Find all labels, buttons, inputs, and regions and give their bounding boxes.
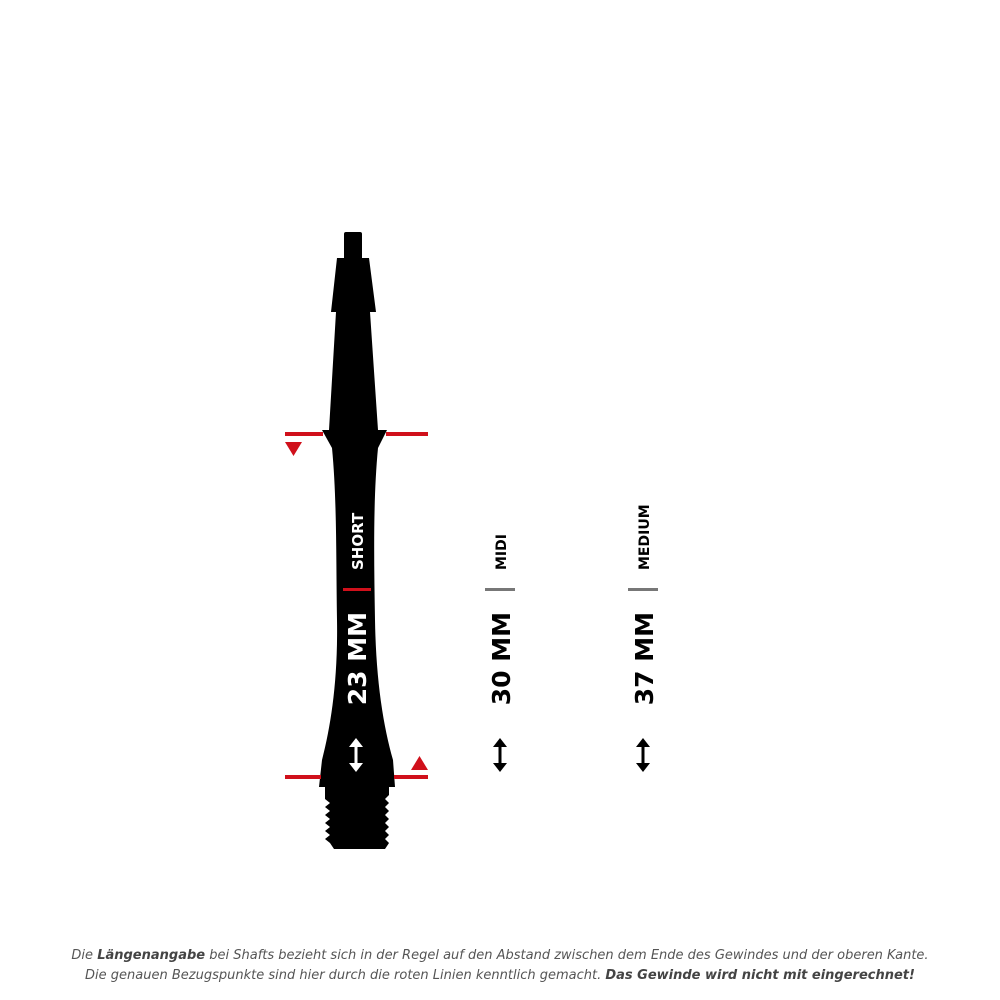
caption-line-2 (0, 966, 1000, 986)
midi-separator (485, 588, 515, 591)
bottom-reference-line-left (285, 775, 321, 779)
caption-line-1-end: bei Shafts bezieht sich in der Regel auf den Abstand zwischen dem Ende des Gewindes und der oberen Kante. (205, 948, 929, 963)
shaft-tip (344, 232, 362, 262)
bottom-reference-arrow-up-icon (411, 756, 428, 770)
shaft-body (319, 430, 395, 787)
top-reference-arrow-down-icon (285, 442, 302, 456)
shaft-midi-column (485, 534, 516, 772)
shaft-medium-column (628, 504, 659, 772)
shaft-thread (325, 787, 389, 849)
caption-line-1-start: Die (71, 948, 98, 963)
length-explanation-caption (0, 946, 1000, 986)
top-reference-line-right (386, 432, 428, 436)
medium-double-arrow-icon (636, 738, 650, 772)
caption-line-2-start: Die genauen Bezugspunkte sind hier durch die roten Linien kenntlich gemacht. (85, 968, 606, 983)
short-length-label: 23 MM (343, 612, 372, 706)
shaft-upper-cone (329, 258, 378, 430)
bottom-reference-line-right (394, 775, 428, 779)
medium-label: MEDIUM (637, 504, 653, 570)
caption-line-2-emphasis: Das Gewinde wird nicht mit eingerechnet! (605, 968, 915, 983)
top-reference-line-left (285, 432, 323, 436)
medium-length-label: 37 MM (630, 612, 659, 706)
caption-line-1 (0, 946, 1000, 966)
caption-line-1-emphasis: Längenangabe (97, 948, 206, 963)
midi-double-arrow-icon (493, 738, 507, 772)
medium-separator (628, 588, 658, 591)
short-label: SHORT (349, 512, 367, 570)
midi-label: MIDI (494, 534, 510, 570)
short-separator (343, 588, 371, 591)
midi-length-label: 30 MM (487, 612, 516, 706)
